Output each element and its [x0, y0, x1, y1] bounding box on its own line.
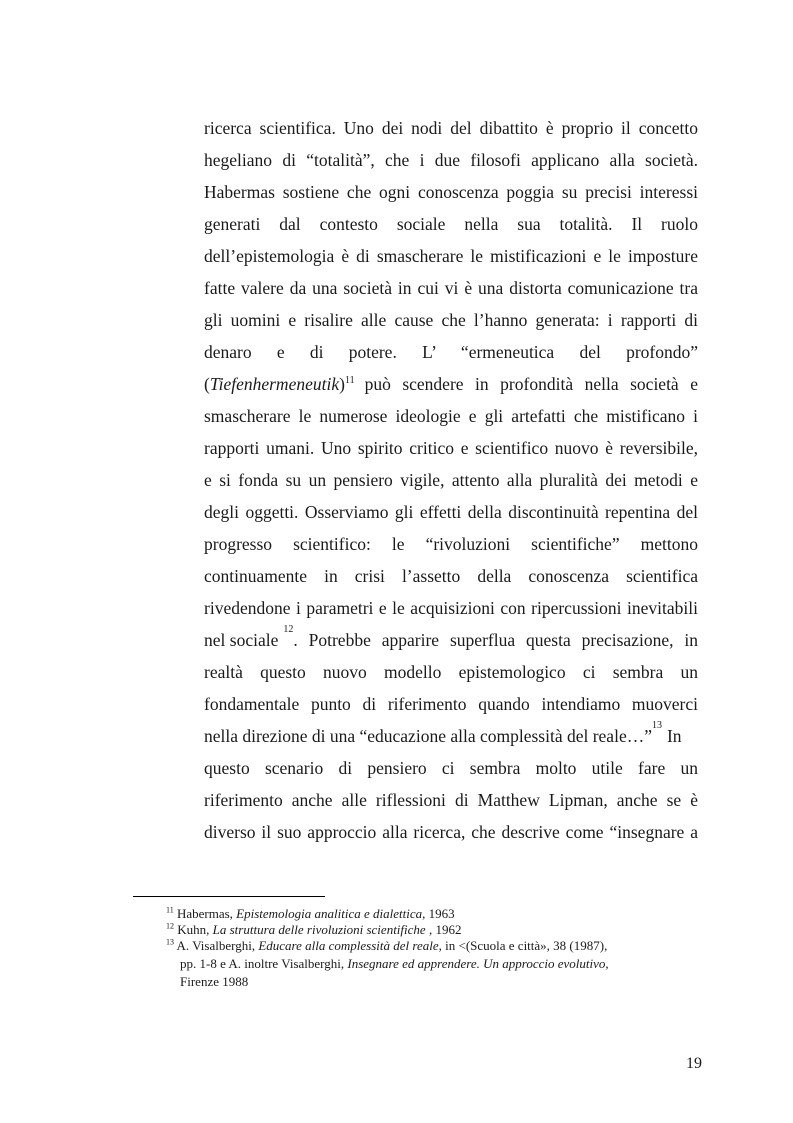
body-line: questo scenario di pensiero ci sembra molto utile fare un	[204, 758, 698, 778]
footnote-ref-11: 11	[344, 375, 355, 387]
footnote-13-line3: Firenze 1988	[180, 974, 249, 989]
body-line: fatte valere da una società in cui vi è una distorta comunicazione tra	[204, 278, 698, 298]
footnote-13: $^{13}$ A. Visalberghi, Educare alla complessità del reale, in <(Scuola e città», 38 (1987),	[166, 937, 608, 953]
body-line: degli oggetti. Osserviamo gli effetti della discontinuità repentina del	[204, 502, 698, 522]
body-line: progresso scientifico: le “rivoluzioni scientifiche” mettono	[204, 534, 698, 554]
body-line: ricerca scientifica. Uno dei nodi del dibattito è proprio il concetto	[204, 118, 698, 138]
tiefenhermeneutik-term: (Tiefenhermeneutik)$^{11}$	[204, 374, 355, 394]
body-line-rest: può scendere in profondità nella società e	[364, 374, 698, 394]
body-line: hegeliano di “totalità”, che i due filosofi applicano alla società.	[204, 150, 698, 170]
body-line: generati dal contesto sociale nella sua totalità. Il ruolo	[204, 214, 698, 234]
body-line: rivedendone i parametri e le acquisizioni con ripercussioni inevitabili	[204, 598, 698, 618]
body-line: diverso il suo approccio alla ricerca, che descrive come “insegnare a	[204, 822, 698, 842]
body-line: denaro e di potere. L’ “ermeneutica del profondo”	[204, 342, 698, 362]
body-line: e si fonda su un pensiero vigile, attento alla pluralità dei metodi e	[204, 470, 698, 490]
body-line: smascherare le numerose ideologie e gli artefatti che mistificano i	[204, 406, 698, 426]
body-line: rapporti umani. Uno spirito critico e scientifico nuovo è reversibile,	[204, 438, 698, 458]
body-line: gli uomini e risalire alle cause che l’hanno generata: i rapporti di	[204, 310, 698, 330]
body-line: realtà questo nuovo modello epistemologico ci sembra un	[204, 662, 698, 682]
page-number: 19	[686, 1055, 702, 1072]
footnote-separator	[133, 896, 325, 897]
footnote-ref-12: 12	[283, 624, 294, 635]
body-line-footnote-11	[204, 374, 698, 394]
body-line-footnote-12: nel sociale 12 . Potrebbe apparire superflua questa precisazione, in	[204, 624, 698, 650]
body-line-footnote-13: nella direzione di una “educazione alla complessità del reale…” 13 In	[204, 720, 682, 746]
body-line: riferimento anche alle riflessioni di Matthew Lipman, anche se è	[204, 790, 698, 810]
body-line: Habermas sostiene che ogni conoscenza poggia su precisi interessi	[204, 182, 698, 202]
footnote-13-line2: pp. 1-8 e A. inoltre Visalberghi, Insegnare ed apprendere. Un approccio evolutivo,	[180, 956, 609, 971]
footnote-12: $^{12}$ Kuhn, La struttura delle rivoluzioni scientifiche , 1962	[166, 921, 462, 937]
body-line: continuamente in crisi l’assetto della conoscenza scientifica	[204, 566, 698, 586]
body-line: fondamentale punto di riferimento quando intendiamo muoverci	[204, 694, 698, 714]
footnote-ref-13: 13	[651, 720, 662, 731]
footnote-11: $^{11}$ Habermas, Epistemologia analitica e dialettica, 1963	[166, 905, 455, 921]
body-line: dell’epistemologia è di smascherare le mistificazioni e le imposture	[204, 246, 698, 266]
